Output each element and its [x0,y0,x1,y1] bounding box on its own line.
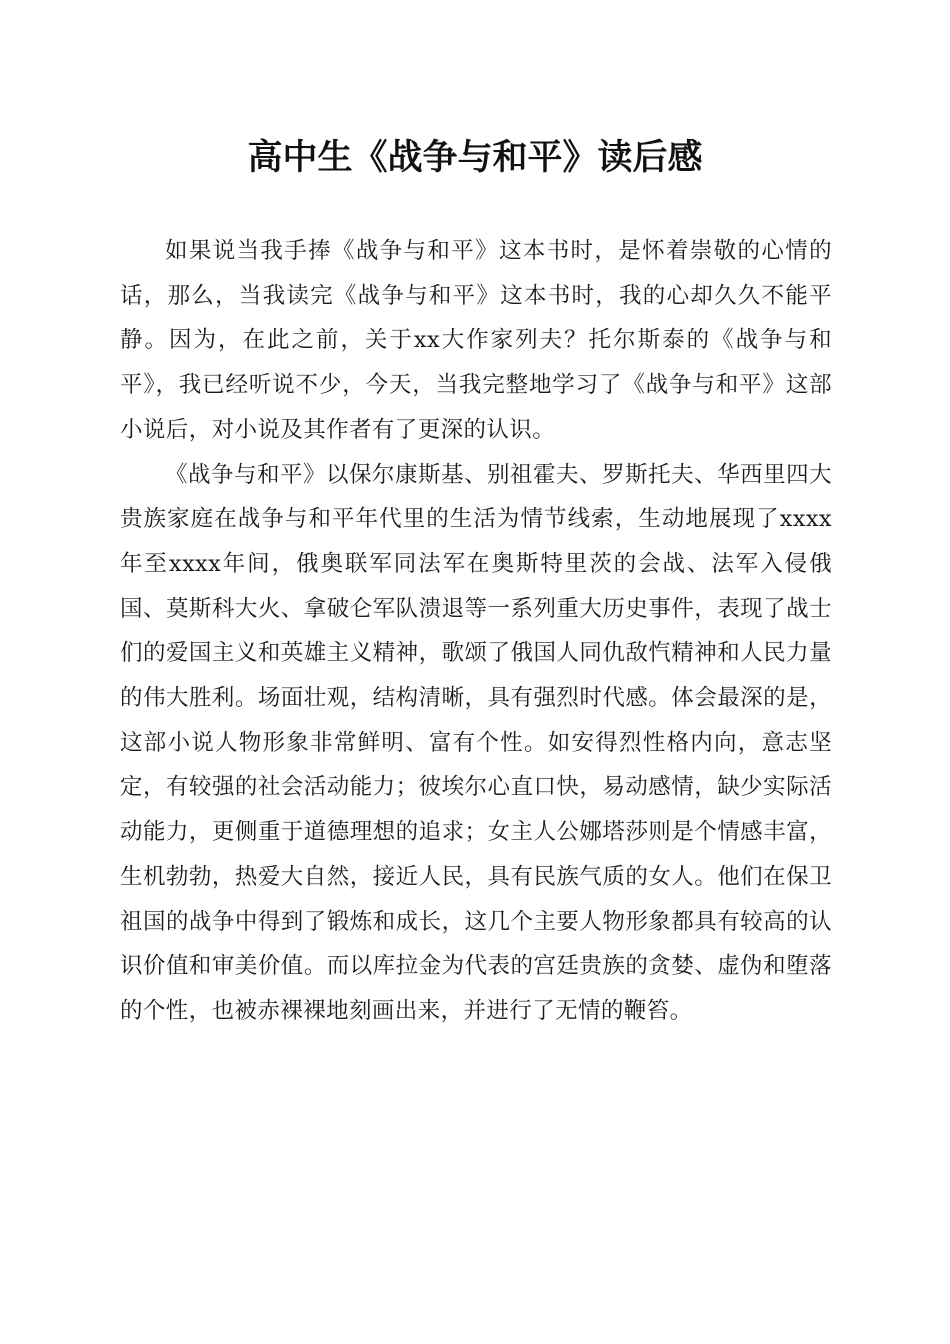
document-title: 高中生《战争与和平》读后感 [247,137,703,178]
document-body [120,229,832,1034]
paragraph-2: 《战争与和平》以保尔康斯基、别祖霍夫、罗斯托夫、华西里四大贵族家庭在战争与和平年代里的生活为情节线索，生动地展现了xxxx年至xxxx年间，俄奥联军同法军在奥斯特里茨的会战、法军入侵俄国、莫斯科大火、拿破仑军队溃退等一系列重大历史事件，表现了战士们的爱国主义和英雄主义精神，歌颂了俄国人同仇敌忾精神和人民力量的伟大胜利。场面壮观，结构清晰，具有强烈时代感。体会最深的是，这部小说人物形象非常鲜明、富有个性。如安得烈性格内向，意志坚定，有较强的社会活动能力；彼埃尔心直口快，易动感情，缺少实际活动能力，更侧重于道德理想的追求；女主人公娜塔莎则是个情感丰富，生机勃勃，热爱大自然，接近人民，具有民族气质的女人。他们在保卫祖国的战争中得到了锻炼和成长，这几个主要人物形象都具有较高的认识价值和审美价值。而以库拉金为代表的宫廷贵族的贪婪、虚伪和堕落的个性，也被赤裸裸地刻画出来，并进行了无情的鞭笞。 [120,461,832,1024]
paragraph-1: 如果说当我手捧《战争与和平》这本书时，是怀着崇敬的心情的话，那么，当我读完《战争与和平》这本书时，我的心却久久不能平静。因为，在此之前，关于xx大作家列夫？托尔斯泰的《战争与和平》，我已经听说不少，今天，当我完整地学习了《战争与和平》这部小说后，对小说及其作者有了更深的认识。 [120,238,832,443]
